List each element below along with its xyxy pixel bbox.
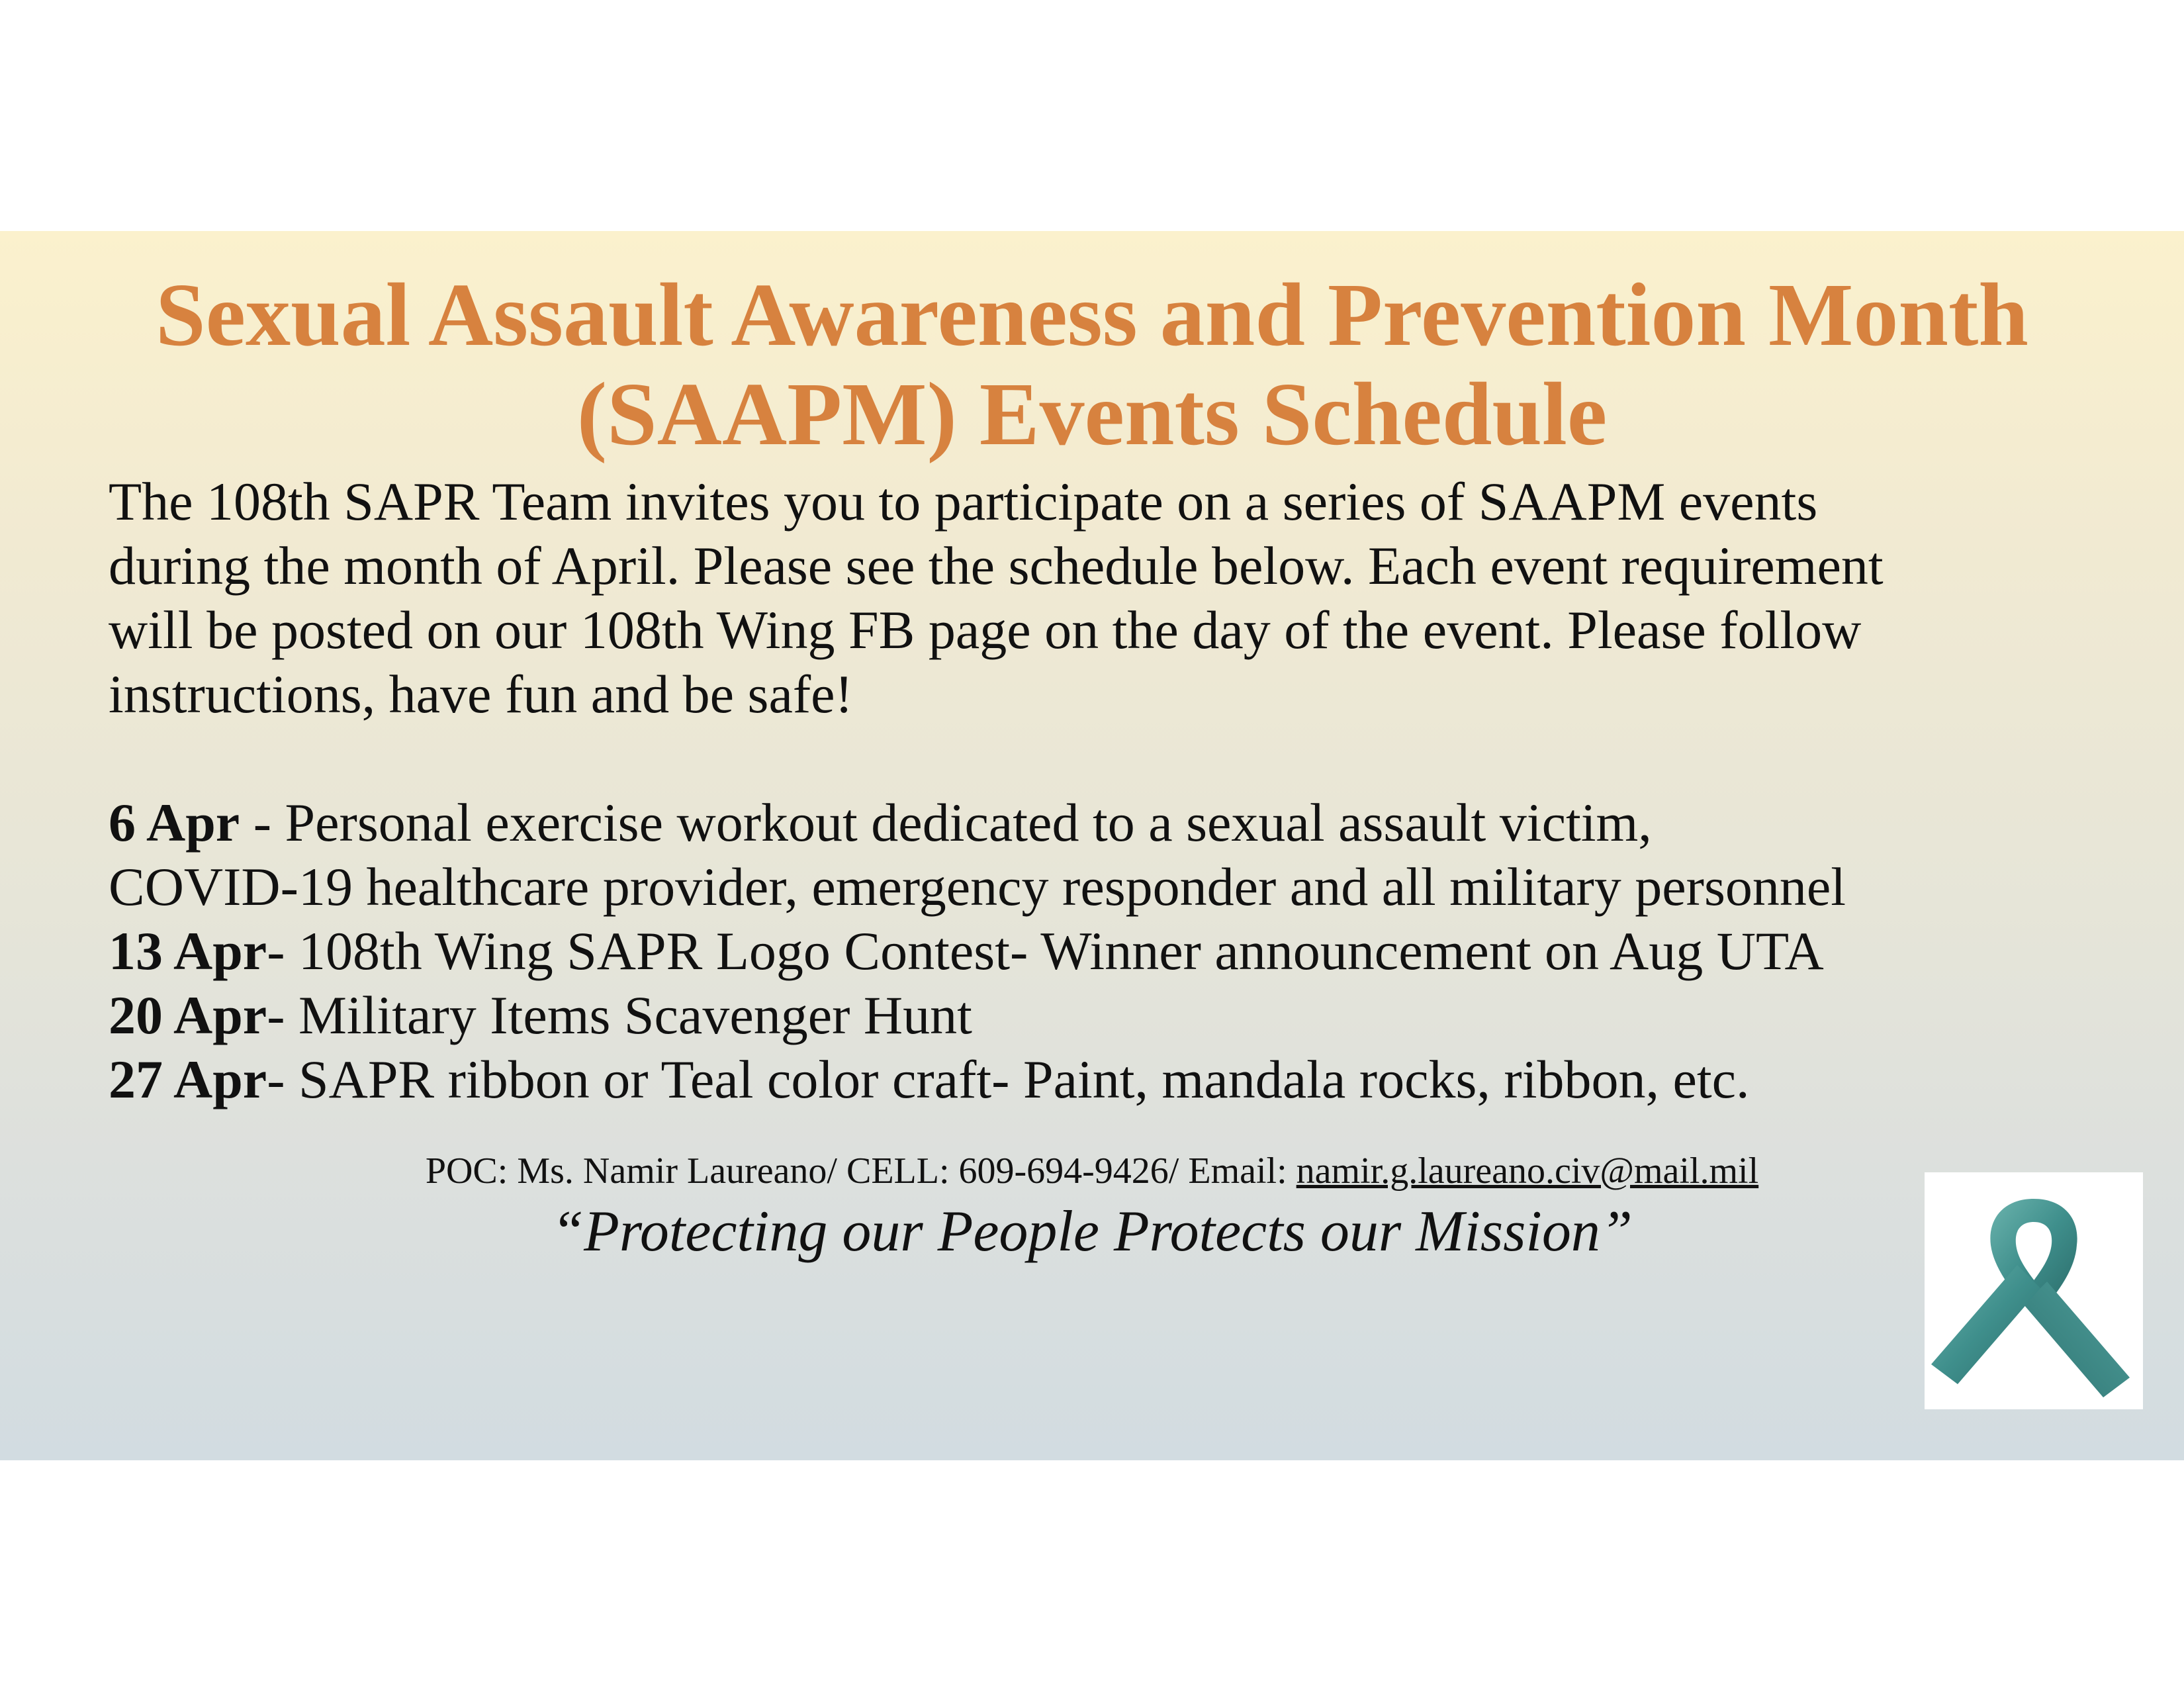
intro-line: will be posted on our 108th Wing FB page on the day of the event. Please follow xyxy=(109,600,1862,660)
contact-email-link[interactable]: namir.g.laureano.civ@mail.mil xyxy=(1296,1150,1759,1192)
motto: “Protecting our People Protects our Mission” xyxy=(551,1199,1633,1264)
event-description: - 108th Wing SAPR Logo Contest- Winner announcement on Aug UTA xyxy=(267,921,1824,981)
event-date: 27 Apr xyxy=(109,1049,267,1109)
intro-line: during the month of April. Please see the schedule below. Each event requirement xyxy=(109,536,1884,596)
schedule-item xyxy=(109,1047,2094,1111)
schedule-item xyxy=(109,983,2094,1047)
event-date: 13 Apr xyxy=(109,921,267,981)
schedule-item-continuation: COVID-19 healthcare provider, emergency responder and all military personnel xyxy=(109,857,1846,917)
title-line-2: (SAAPM) Events Schedule xyxy=(576,365,1608,464)
ribbon-image xyxy=(1925,1172,2143,1409)
flyer-banner xyxy=(0,231,2184,1460)
teal-awareness-ribbon-icon xyxy=(1925,1172,2143,1409)
event-date: 6 Apr xyxy=(109,792,240,853)
intro-line: The 108th SAPR Team invites you to participate on a series of SAAPM events xyxy=(109,471,1818,532)
contact-details: POC: Ms. Namir Laureano/ CELL: 609-694-9426/ Email: xyxy=(425,1150,1297,1192)
schedule-item xyxy=(109,919,2094,983)
event-description: - Military Items Scavenger Hunt xyxy=(267,985,972,1045)
event-description: - SAPR ribbon or Teal color craft- Paint, mandala rocks, ribbon, etc. xyxy=(267,1049,1750,1109)
flyer-title xyxy=(0,265,2184,464)
event-date: 20 Apr xyxy=(109,985,267,1045)
event-schedule xyxy=(109,790,2094,1111)
contact-line xyxy=(0,1148,2184,1194)
schedule-item xyxy=(109,790,2094,855)
title-line-1: Sexual Assault Awareness and Prevention Month xyxy=(156,265,2028,365)
intro-paragraph xyxy=(109,469,2094,726)
event-description: - Personal exercise workout dedicated to a sexual assault victim, xyxy=(240,792,1652,853)
intro-line: instructions, have fun and be safe! xyxy=(109,664,853,724)
